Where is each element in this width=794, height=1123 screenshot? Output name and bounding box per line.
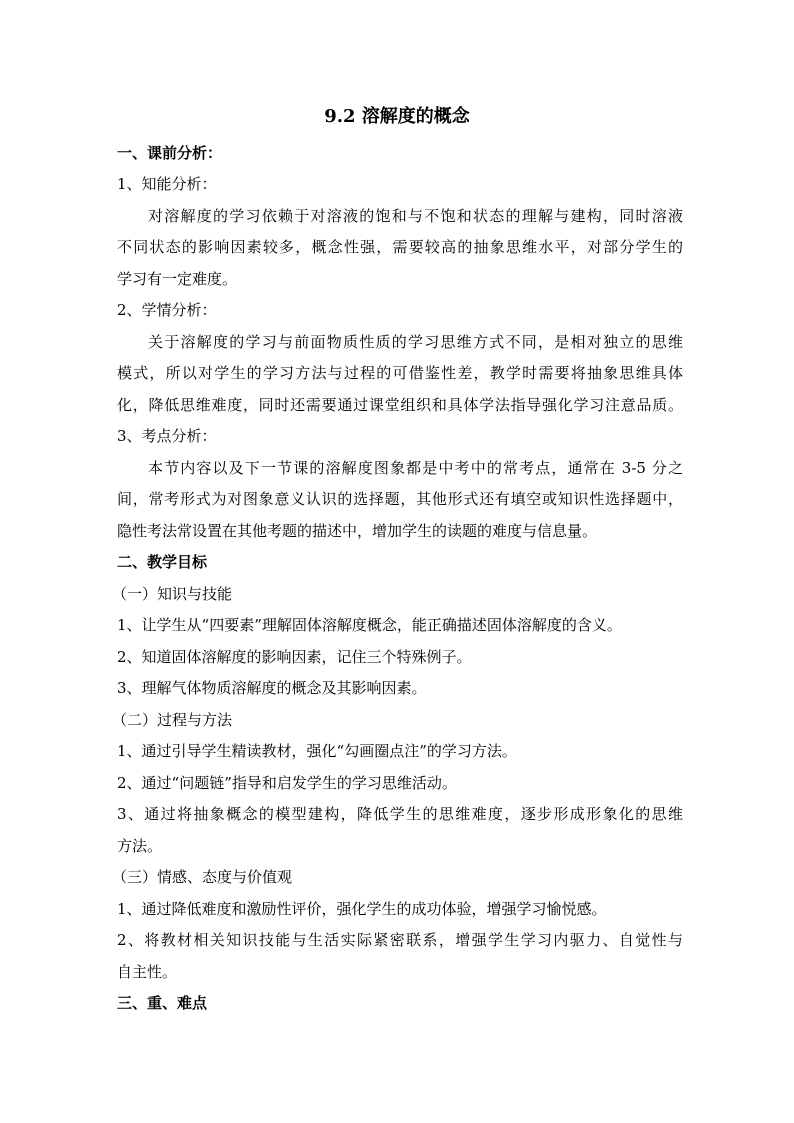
paragraph-line: 本节内容以及下一节课的溶解度图象都是中考中的常考点，通常在 3-5 分之 — [148, 459, 683, 477]
paragraph-line: 间，常考形式为对图象意义认识的选择题，其他形式还有填空或知识性选择题中， — [117, 490, 683, 508]
paragraph-line: 学习有一定难度。 — [117, 270, 238, 288]
paragraph-line: 模式，所以对学生的学习方法与过程的可借鉴性差，教学时需要将抽象思维具体 — [117, 364, 683, 382]
paragraph-line: 隐性考法常设置在其他考题的描述中，增加学生的读题的难度与信息量。 — [117, 522, 598, 540]
paragraph-line: 关于溶解度的学习与前面物质性质的学习思维方式不同，是相对独立的思维 — [148, 333, 683, 351]
subheading-process-methods: （二）过程与方法 — [112, 711, 233, 729]
list-item: 1、通过引导学生精读教材，强化“勾画圈点注”的学习方法。 — [117, 742, 517, 760]
list-item: 3、理解气体物质溶解度的概念及其影响因素。 — [117, 679, 427, 697]
subheading-knowledge-analysis: 1、知能分析： — [117, 175, 217, 193]
list-item: 2、通过“问题链”指导和启发学生的学习思维活动。 — [117, 774, 457, 792]
list-item: 2、将教材相关知识技能与生活实际紧密联系，增强学生学习内驱力、自觉性与 — [117, 931, 683, 949]
paragraph-line: 不同状态的影响因素较多，概念性强，需要较高的抽象思维水平，对部分学生的 — [117, 238, 683, 256]
section-heading-key-difficult-points: 三、重、难点 — [117, 994, 208, 1012]
list-item-continuation: 自主性。 — [117, 963, 178, 981]
list-item: 1、通过降低难度和激励性评价，强化学生的成功体验，增强学习愉悦感。 — [117, 900, 607, 918]
list-item-continuation: 方法。 — [117, 837, 163, 855]
paragraph-line: 化，降低思维难度，同时还需要通过课堂组织和具体学法指导强化学习注意品质。 — [117, 396, 683, 414]
list-item: 3、通过将抽象概念的模型建构，降低学生的思维难度，逐步形成形象化的思维 — [117, 805, 683, 823]
section-heading-teaching-goals: 二、教学目标 — [117, 553, 208, 571]
document-title: 9.2 溶解度的概念 — [324, 106, 470, 127]
section-heading-pre-class-analysis: 一、课前分析： — [117, 144, 223, 162]
list-item: 2、知道固体溶解度的影响因素，记住三个特殊例子。 — [117, 648, 472, 666]
list-item: 1、让学生从“四要素”理解固体溶解度概念，能正确描述固体溶解度的含义。 — [117, 616, 622, 634]
paragraph-line: 对溶解度的学习依赖于对溶液的饱和与不饱和状态的理解与建构，同时溶液 — [148, 207, 683, 225]
subheading-emotion-values: （三）情感、态度与价值观 — [112, 868, 293, 886]
subheading-knowledge-skills: （一）知识与技能 — [112, 585, 233, 603]
subheading-exam-analysis: 3、考点分析： — [117, 427, 217, 445]
subheading-student-analysis: 2、学情分析： — [117, 301, 217, 319]
